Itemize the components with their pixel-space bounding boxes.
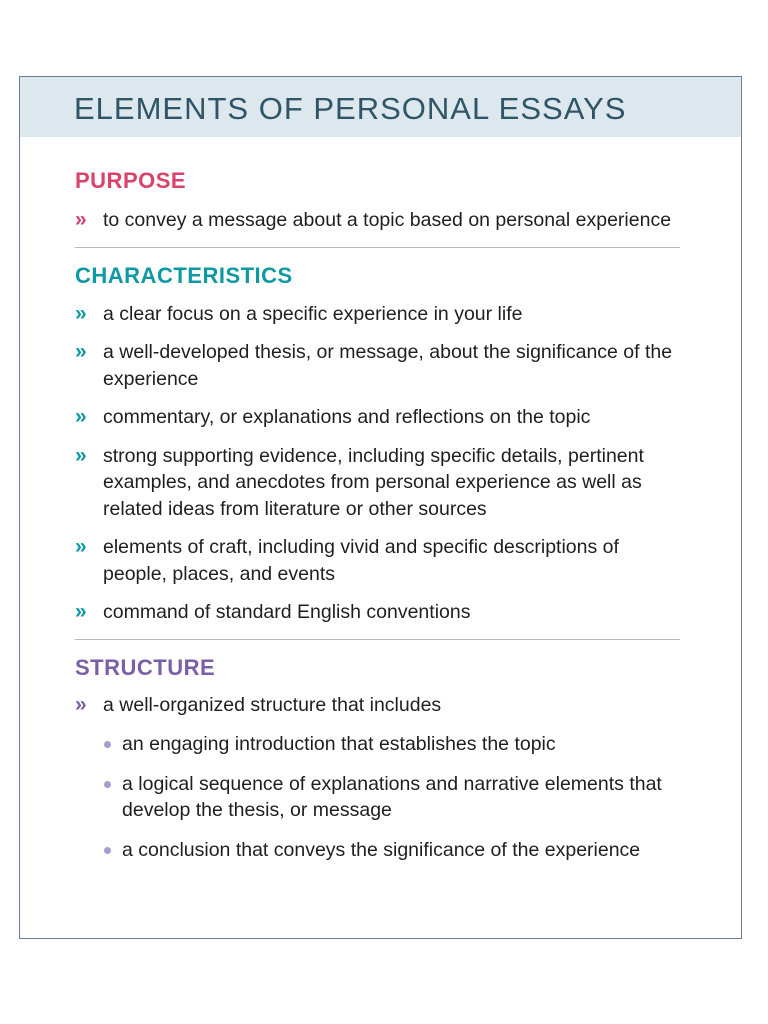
list-item bbox=[75, 443, 680, 523]
list-item bbox=[75, 339, 680, 392]
list-item-text: a well-organized structure that includes bbox=[103, 693, 442, 716]
sub-list-item-text: a logical sequence of explanations and narrative elements that develop the thesis, or message bbox=[122, 772, 662, 821]
list-item-text: a clear focus on a specific experience in your life bbox=[103, 302, 523, 325]
list-item bbox=[75, 692, 680, 719]
structure-sublist bbox=[75, 731, 680, 863]
chevron-right-icon: » bbox=[75, 535, 87, 558]
characteristics-heading: CHARACTERISTICS bbox=[75, 262, 293, 288]
list-item bbox=[75, 404, 680, 431]
list-item-text: to convey a message about a topic based on personal experience bbox=[103, 209, 672, 231]
sub-list-item-text: a conclusion that conveys the significance of the experience bbox=[122, 838, 641, 861]
structure-heading: STRUCTURE bbox=[75, 654, 216, 680]
sub-list-item bbox=[103, 771, 680, 824]
list-item bbox=[75, 207, 680, 234]
section-divider bbox=[75, 639, 680, 640]
section-divider bbox=[75, 247, 680, 248]
sub-list-item-text: an engaging introduction that establishes the topic bbox=[122, 733, 556, 755]
list-item-text: commentary, or explanations and reflections on the topic bbox=[103, 406, 591, 428]
card-header bbox=[20, 77, 741, 137]
sub-list-item bbox=[103, 837, 680, 864]
chevron-right-icon: » bbox=[75, 443, 87, 467]
chevron-right-icon: » bbox=[75, 405, 87, 428]
characteristics-list bbox=[75, 301, 680, 626]
list-item bbox=[75, 301, 680, 328]
chevron-right-icon: » bbox=[75, 692, 87, 716]
list-item-text: command of standard English conventions bbox=[103, 601, 471, 623]
sub-list-item bbox=[103, 731, 680, 758]
chevron-right-icon: » bbox=[75, 208, 87, 231]
elements-card bbox=[19, 76, 742, 939]
purpose-heading: PURPOSE bbox=[75, 168, 187, 193]
structure-list bbox=[75, 692, 680, 864]
bullet-dot-icon bbox=[104, 741, 111, 748]
bullet-dot-icon bbox=[104, 781, 111, 788]
chevron-right-icon: » bbox=[75, 340, 87, 363]
list-item bbox=[75, 599, 680, 626]
card-body bbox=[20, 168, 741, 863]
chevron-right-icon: » bbox=[75, 600, 87, 623]
list-item bbox=[75, 534, 680, 587]
purpose-list bbox=[75, 207, 680, 234]
list-item-text: elements of craft, including vivid and specific descriptions of people, places, and events bbox=[103, 536, 619, 585]
bullet-dot-icon bbox=[104, 847, 111, 854]
list-item-text: strong supporting evidence, including specific details, pertinent examples, and anecdotes from personal experience as well as related ideas from literature or other sources bbox=[103, 444, 644, 520]
list-item-text: a well-developed thesis, or message, about the significance of the experience bbox=[103, 341, 673, 390]
chevron-right-icon: » bbox=[75, 301, 87, 325]
card-title: ELEMENTS OF PERSONAL ESSAYS bbox=[74, 91, 627, 126]
